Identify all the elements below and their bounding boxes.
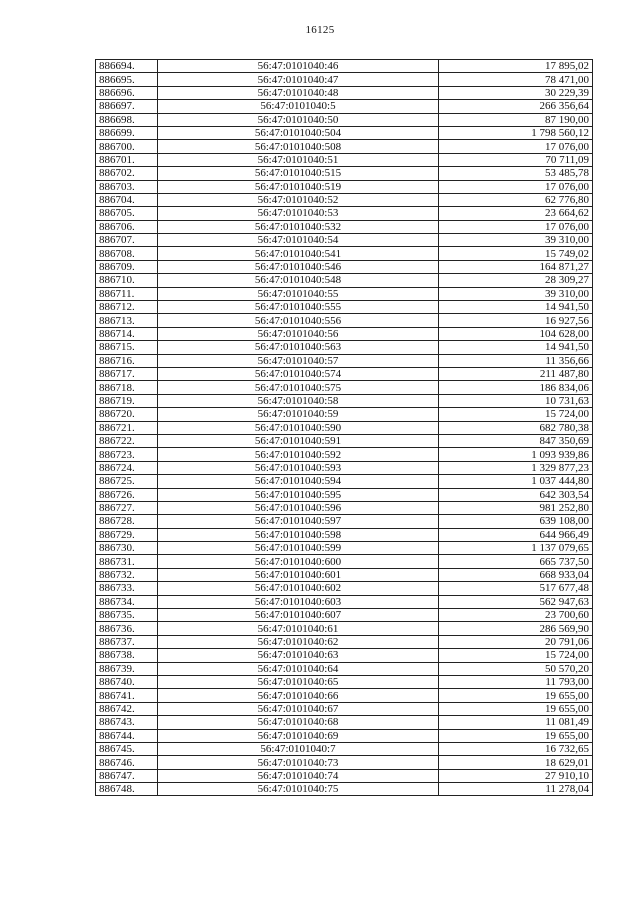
cadastral-number-cell: 56:47:0101040:591 (158, 434, 439, 447)
cadastral-value-cell: 186 834,06 (439, 381, 593, 394)
row-number-cell: 886730. (96, 542, 158, 555)
table-row (96, 381, 593, 394)
cadastral-number-cell: 56:47:0101040:600 (158, 555, 439, 568)
cadastral-value-cell: 286 569,90 (439, 622, 593, 635)
row-number-cell: 886700. (96, 140, 158, 153)
cadastral-value-cell: 28 309,27 (439, 274, 593, 287)
cadastral-value-cell: 39 310,00 (439, 287, 593, 300)
cadastral-value-cell: 1 798 560,12 (439, 126, 593, 139)
cadastral-value-cell: 682 780,38 (439, 421, 593, 434)
table-row (96, 367, 593, 380)
cadastral-number-cell: 56:47:0101040:599 (158, 542, 439, 555)
cadastral-value-cell: 27 910,10 (439, 769, 593, 782)
row-number-cell: 886732. (96, 568, 158, 581)
table-row (96, 180, 593, 193)
cadastral-value-cell: 1 137 079,65 (439, 542, 593, 555)
registry-table (95, 59, 593, 796)
table-row (96, 274, 593, 287)
table-row (96, 140, 593, 153)
cadastral-value-cell: 17 895,02 (439, 60, 593, 73)
cadastral-number-cell: 56:47:0101040:73 (158, 756, 439, 769)
cadastral-value-cell: 19 655,00 (439, 702, 593, 715)
table-row (96, 582, 593, 595)
table-row (96, 702, 593, 715)
cadastral-value-cell: 266 356,64 (439, 100, 593, 113)
table-row (96, 716, 593, 729)
row-number-cell: 886723. (96, 448, 158, 461)
cadastral-number-cell: 56:47:0101040:59 (158, 408, 439, 421)
table-row (96, 60, 593, 73)
cadastral-value-cell: 23 664,62 (439, 207, 593, 220)
cadastral-value-cell: 665 737,50 (439, 555, 593, 568)
cadastral-number-cell: 56:47:0101040:64 (158, 662, 439, 675)
cadastral-number-cell: 56:47:0101040:548 (158, 274, 439, 287)
cadastral-number-cell: 56:47:0101040:63 (158, 649, 439, 662)
row-number-cell: 886710. (96, 274, 158, 287)
cadastral-number-cell: 56:47:0101040:592 (158, 448, 439, 461)
cadastral-number-cell: 56:47:0101040:563 (158, 341, 439, 354)
cadastral-number-cell: 56:47:0101040:55 (158, 287, 439, 300)
table-row (96, 314, 593, 327)
cadastral-value-cell: 1 037 444,80 (439, 475, 593, 488)
cadastral-number-cell: 56:47:0101040:53 (158, 207, 439, 220)
table-row (96, 662, 593, 675)
cadastral-number-cell: 56:47:0101040:52 (158, 193, 439, 206)
table-row (96, 475, 593, 488)
row-number-cell: 886745. (96, 742, 158, 755)
table-row (96, 126, 593, 139)
registry-table-body (96, 60, 593, 796)
cadastral-number-cell: 56:47:0101040:519 (158, 180, 439, 193)
cadastral-value-cell: 15 724,00 (439, 649, 593, 662)
cadastral-number-cell: 56:47:0101040:68 (158, 716, 439, 729)
cadastral-value-cell: 11 278,04 (439, 783, 593, 796)
cadastral-number-cell: 56:47:0101040:508 (158, 140, 439, 153)
row-number-cell: 886704. (96, 193, 158, 206)
table-row (96, 448, 593, 461)
row-number-cell: 886708. (96, 247, 158, 260)
row-number-cell: 886717. (96, 367, 158, 380)
cadastral-number-cell: 56:47:0101040:603 (158, 595, 439, 608)
table-row (96, 675, 593, 688)
table-row (96, 260, 593, 273)
row-number-cell: 886703. (96, 180, 158, 193)
cadastral-number-cell: 56:47:0101040:66 (158, 689, 439, 702)
row-number-cell: 886694. (96, 60, 158, 73)
cadastral-value-cell: 16 927,56 (439, 314, 593, 327)
table-row (96, 113, 593, 126)
cadastral-number-cell: 56:47:0101040:515 (158, 167, 439, 180)
cadastral-value-cell: 847 350,69 (439, 434, 593, 447)
cadastral-value-cell: 668 933,04 (439, 568, 593, 581)
cadastral-number-cell: 56:47:0101040:69 (158, 729, 439, 742)
row-number-cell: 886743. (96, 716, 158, 729)
cadastral-number-cell: 56:47:0101040:5 (158, 100, 439, 113)
cadastral-number-cell: 56:47:0101040:56 (158, 327, 439, 340)
table-row (96, 73, 593, 86)
cadastral-number-cell: 56:47:0101040:46 (158, 60, 439, 73)
row-number-cell: 886746. (96, 756, 158, 769)
row-number-cell: 886744. (96, 729, 158, 742)
row-number-cell: 886731. (96, 555, 158, 568)
cadastral-number-cell: 56:47:0101040:595 (158, 488, 439, 501)
row-number-cell: 886709. (96, 260, 158, 273)
row-number-cell: 886714. (96, 327, 158, 340)
cadastral-value-cell: 14 941,50 (439, 341, 593, 354)
table-row (96, 354, 593, 367)
table-row (96, 742, 593, 755)
cadastral-value-cell: 517 677,48 (439, 582, 593, 595)
cadastral-value-cell: 164 871,27 (439, 260, 593, 273)
cadastral-value-cell: 70 711,09 (439, 153, 593, 166)
cadastral-value-cell: 11 793,00 (439, 675, 593, 688)
row-number-cell: 886725. (96, 475, 158, 488)
cadastral-value-cell: 62 776,80 (439, 193, 593, 206)
row-number-cell: 886747. (96, 769, 158, 782)
cadastral-number-cell: 56:47:0101040:597 (158, 515, 439, 528)
row-number-cell: 886702. (96, 167, 158, 180)
cadastral-number-cell: 56:47:0101040:7 (158, 742, 439, 755)
row-number-cell: 886742. (96, 702, 158, 715)
cadastral-number-cell: 56:47:0101040:575 (158, 381, 439, 394)
table-row (96, 649, 593, 662)
table-row (96, 434, 593, 447)
cadastral-number-cell: 56:47:0101040:50 (158, 113, 439, 126)
cadastral-number-cell: 56:47:0101040:58 (158, 394, 439, 407)
cadastral-number-cell: 56:47:0101040:546 (158, 260, 439, 273)
row-number-cell: 886738. (96, 649, 158, 662)
cadastral-value-cell: 16 732,65 (439, 742, 593, 755)
table-row (96, 153, 593, 166)
row-number-cell: 886720. (96, 408, 158, 421)
table-row (96, 515, 593, 528)
cadastral-value-cell: 211 487,80 (439, 367, 593, 380)
cadastral-value-cell: 644 966,49 (439, 528, 593, 541)
row-number-cell: 886740. (96, 675, 158, 688)
row-number-cell: 886698. (96, 113, 158, 126)
table-row (96, 635, 593, 648)
row-number-cell: 886722. (96, 434, 158, 447)
cadastral-number-cell: 56:47:0101040:555 (158, 301, 439, 314)
cadastral-value-cell: 14 941,50 (439, 301, 593, 314)
cadastral-value-cell: 17 076,00 (439, 180, 593, 193)
row-number-cell: 886699. (96, 126, 158, 139)
row-number-cell: 886748. (96, 783, 158, 796)
table-row (96, 595, 593, 608)
cadastral-number-cell: 56:47:0101040:47 (158, 73, 439, 86)
cadastral-value-cell: 10 731,63 (439, 394, 593, 407)
row-number-cell: 886711. (96, 287, 158, 300)
table-row (96, 207, 593, 220)
cadastral-number-cell: 56:47:0101040:48 (158, 86, 439, 99)
cadastral-value-cell: 642 303,54 (439, 488, 593, 501)
row-number-cell: 886734. (96, 595, 158, 608)
cadastral-value-cell: 104 628,00 (439, 327, 593, 340)
cadastral-value-cell: 17 076,00 (439, 220, 593, 233)
table-row (96, 528, 593, 541)
cadastral-number-cell: 56:47:0101040:67 (158, 702, 439, 715)
cadastral-value-cell: 87 190,00 (439, 113, 593, 126)
row-number-cell: 886719. (96, 394, 158, 407)
row-number-cell: 886705. (96, 207, 158, 220)
cadastral-number-cell: 56:47:0101040:602 (158, 582, 439, 595)
table-row (96, 609, 593, 622)
cadastral-value-cell: 19 655,00 (439, 729, 593, 742)
table-row (96, 501, 593, 514)
cadastral-number-cell: 56:47:0101040:532 (158, 220, 439, 233)
cadastral-number-cell: 56:47:0101040:607 (158, 609, 439, 622)
cadastral-number-cell: 56:47:0101040:61 (158, 622, 439, 635)
cadastral-number-cell: 56:47:0101040:51 (158, 153, 439, 166)
cadastral-value-cell: 18 629,01 (439, 756, 593, 769)
table-row (96, 86, 593, 99)
table-row (96, 327, 593, 340)
row-number-cell: 886735. (96, 609, 158, 622)
table-row (96, 234, 593, 247)
cadastral-number-cell: 56:47:0101040:54 (158, 234, 439, 247)
row-number-cell: 886706. (96, 220, 158, 233)
row-number-cell: 886724. (96, 461, 158, 474)
cadastral-value-cell: 639 108,00 (439, 515, 593, 528)
row-number-cell: 886712. (96, 301, 158, 314)
cadastral-value-cell: 11 356,66 (439, 354, 593, 367)
cadastral-number-cell: 56:47:0101040:541 (158, 247, 439, 260)
cadastral-number-cell: 56:47:0101040:74 (158, 769, 439, 782)
row-number-cell: 886707. (96, 234, 158, 247)
cadastral-value-cell: 1 329 877,23 (439, 461, 593, 474)
cadastral-value-cell: 11 081,49 (439, 716, 593, 729)
table-row (96, 421, 593, 434)
cadastral-number-cell: 56:47:0101040:57 (158, 354, 439, 367)
cadastral-number-cell: 56:47:0101040:593 (158, 461, 439, 474)
row-number-cell: 886727. (96, 501, 158, 514)
cadastral-value-cell: 53 485,78 (439, 167, 593, 180)
row-number-cell: 886736. (96, 622, 158, 635)
table-row (96, 729, 593, 742)
cadastral-value-cell: 20 791,06 (439, 635, 593, 648)
cadastral-number-cell: 56:47:0101040:596 (158, 501, 439, 514)
cadastral-number-cell: 56:47:0101040:504 (158, 126, 439, 139)
table-row (96, 555, 593, 568)
row-number-cell: 886718. (96, 381, 158, 394)
row-number-cell: 886737. (96, 635, 158, 648)
cadastral-value-cell: 17 076,00 (439, 140, 593, 153)
cadastral-number-cell: 56:47:0101040:601 (158, 568, 439, 581)
table-row (96, 341, 593, 354)
cadastral-value-cell: 78 471,00 (439, 73, 593, 86)
table-row (96, 301, 593, 314)
cadastral-value-cell: 19 655,00 (439, 689, 593, 702)
table-row (96, 408, 593, 421)
table-row (96, 461, 593, 474)
table-row (96, 542, 593, 555)
cadastral-value-cell: 23 700,60 (439, 609, 593, 622)
row-number-cell: 886697. (96, 100, 158, 113)
table-row (96, 769, 593, 782)
table-row (96, 193, 593, 206)
cadastral-number-cell: 56:47:0101040:65 (158, 675, 439, 688)
table-row (96, 287, 593, 300)
table-row (96, 622, 593, 635)
table-row (96, 756, 593, 769)
cadastral-value-cell: 50 570,20 (439, 662, 593, 675)
table-row (96, 783, 593, 796)
cadastral-number-cell: 56:47:0101040:556 (158, 314, 439, 327)
cadastral-value-cell: 39 310,00 (439, 234, 593, 247)
cadastral-value-cell: 15 749,02 (439, 247, 593, 260)
table-row (96, 100, 593, 113)
row-number-cell: 886715. (96, 341, 158, 354)
table-row (96, 394, 593, 407)
page-number: 16125 (305, 24, 335, 36)
row-number-cell: 886739. (96, 662, 158, 675)
row-number-cell: 886695. (96, 73, 158, 86)
cadastral-value-cell: 981 252,80 (439, 501, 593, 514)
row-number-cell: 886696. (96, 86, 158, 99)
table-row (96, 167, 593, 180)
table-row (96, 220, 593, 233)
table-row (96, 689, 593, 702)
row-number-cell: 886713. (96, 314, 158, 327)
cadastral-number-cell: 56:47:0101040:598 (158, 528, 439, 541)
row-number-cell: 886728. (96, 515, 158, 528)
row-number-cell: 886741. (96, 689, 158, 702)
cadastral-value-cell: 562 947,63 (439, 595, 593, 608)
cadastral-value-cell: 1 093 939,86 (439, 448, 593, 461)
cadastral-number-cell: 56:47:0101040:594 (158, 475, 439, 488)
cadastral-number-cell: 56:47:0101040:590 (158, 421, 439, 434)
row-number-cell: 886729. (96, 528, 158, 541)
row-number-cell: 886733. (96, 582, 158, 595)
table-row (96, 568, 593, 581)
cadastral-value-cell: 15 724,00 (439, 408, 593, 421)
cadastral-number-cell: 56:47:0101040:62 (158, 635, 439, 648)
cadastral-number-cell: 56:47:0101040:574 (158, 367, 439, 380)
cadastral-number-cell: 56:47:0101040:75 (158, 783, 439, 796)
cadastral-value-cell: 30 229,39 (439, 86, 593, 99)
row-number-cell: 886716. (96, 354, 158, 367)
row-number-cell: 886726. (96, 488, 158, 501)
row-number-cell: 886701. (96, 153, 158, 166)
table-row (96, 247, 593, 260)
table-row (96, 488, 593, 501)
row-number-cell: 886721. (96, 421, 158, 434)
